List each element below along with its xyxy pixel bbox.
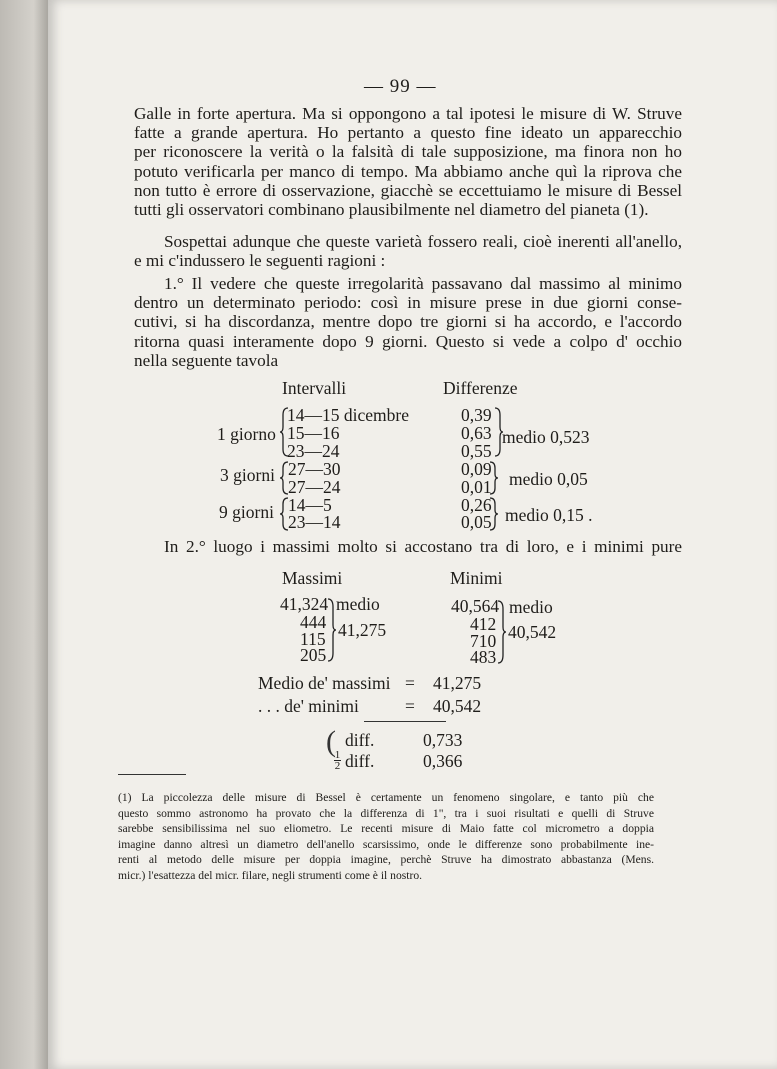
difference-value: 0,09	[461, 459, 492, 479]
header-differenze: Differenze	[443, 378, 518, 398]
interval-value: 14—15 dicembre	[287, 405, 409, 425]
footnote-line: renti al metodo delle misure per doppia imagine, perchè Struve ha dimostrato abbastanza (Mens.	[118, 853, 654, 867]
footnote-rule	[118, 774, 186, 775]
text-line: fatte a grande apertura. Ho pertanto a questo fine ideato un apparecchio	[134, 123, 682, 143]
interval-value: 15—16	[287, 423, 340, 443]
massimi-value: 115	[300, 629, 326, 649]
equals-sign: =	[405, 696, 415, 716]
paragraph-1	[134, 104, 682, 219]
interval-value: 23—24	[287, 441, 340, 461]
medio-value: medio 0,05	[509, 469, 588, 489]
difference-value: 0,01	[461, 477, 492, 497]
text-line: tutti gli osservatori combinano plausibilmente nel diametro del pianeta (1).	[134, 200, 649, 220]
right-brace	[489, 461, 499, 495]
book-gutter	[0, 0, 48, 1069]
header-intervalli: Intervalli	[282, 378, 347, 398]
half-diff-label: diff.	[345, 751, 375, 771]
minimi-value: 710	[470, 631, 497, 651]
text-line: cutivi, si ha discordanza, mentre dopo tre giorni si ha accordo, e l'accordo	[134, 312, 682, 332]
text-line: e mi c'indussero le seguenti ragioni :	[134, 251, 386, 271]
diff-label: diff.	[345, 730, 375, 750]
group-label: 1 giorno	[217, 424, 276, 444]
interval-value: 27—30	[288, 459, 341, 479]
half-fraction	[334, 750, 341, 771]
text-line: Sospettai adunque che queste varietà fossero reali, cioè inerenti all'anello,	[164, 232, 682, 251]
text-line: In 2.° luogo i massimi molto si accostano tra di loro, e i minimi pure	[164, 537, 682, 556]
footnote	[118, 790, 654, 884]
footnote-line: imagine danno altresì un diametro dell'anello scarsissimo, onde le differenze sono probabilmente ine-	[118, 837, 654, 851]
page-number: — 99 —	[364, 76, 437, 97]
minimi-value: 483	[470, 647, 497, 667]
header-minimi: Minimi	[450, 568, 503, 588]
footnote-line: sarebbe sensibilissima nel suo eliometro. Le recenti misure di Maio fatte col micrometro a doppia	[118, 822, 654, 836]
massimi-medio-value: 41,275	[338, 620, 387, 640]
difference-value: 0,63	[461, 423, 492, 443]
text-line: potuto verificarla per manco di tempo. Ma abbiamo anche quì la riprova che	[134, 161, 682, 181]
difference-value: 0,05	[461, 512, 492, 532]
footnote-line: questo sommo astronomo ha provato che la differenza di 1", tra i suoi risultati e quelli di Struve	[118, 806, 654, 820]
footnote-line: micr.) l'esattezza del micr. filare, negli strumenti come è il nostro.	[118, 868, 423, 882]
fraction-denominator: 2	[334, 760, 341, 772]
group-label: 9 giorni	[219, 502, 274, 522]
summary-value: 41,275	[433, 673, 482, 693]
sum-rule	[364, 721, 446, 722]
paragraph-4	[134, 537, 682, 556]
minimi-value: 412	[470, 614, 497, 634]
right-brace	[489, 497, 499, 531]
interval-value: 23—14	[288, 512, 341, 532]
paragraph-3	[134, 274, 682, 370]
text-line: 1.° Il vedere che queste irregolarità passavano dal massimo al minimo	[164, 274, 682, 293]
minimi-medio-label: medio	[509, 597, 553, 617]
text-line: per riconoscere la verità o la falsità di tale supposizione, ma finora non ho	[134, 142, 682, 162]
massimi-value: 41,324	[280, 594, 329, 614]
fraction-numerator: 1	[334, 749, 341, 761]
half-diff-value: 0,366	[423, 751, 463, 771]
difference-value: 0,55	[461, 441, 492, 461]
paren-mark: (	[326, 725, 336, 758]
difference-value: 0,26	[461, 495, 492, 515]
diff-value: 0,733	[423, 730, 463, 750]
medio-value: medio 0,15 .	[505, 505, 593, 525]
header-massimi: Massimi	[282, 568, 343, 588]
massimi-value: 444	[300, 612, 327, 632]
text-line: Galle in forte apertura. Ma si oppongono a tal ipotesi le misure di W. Struve	[134, 104, 682, 123]
interval-value: 27—24	[288, 477, 341, 497]
massimi-medio-label: medio	[336, 594, 380, 614]
difference-value: 0,39	[461, 405, 492, 425]
massimi-value: 205	[300, 645, 327, 665]
paragraph-2	[134, 232, 682, 270]
equals-sign: =	[405, 673, 415, 693]
right-brace	[497, 600, 507, 664]
text-line: non tutto è errore di osservazione, giacchè se eccettuiamo le misure di Bessel	[134, 180, 682, 200]
minimi-value: 40,564	[451, 596, 500, 616]
summary-value: 40,542	[433, 696, 482, 716]
minimi-medio-value: 40,542	[508, 622, 557, 642]
footnote-line: (1) La piccolezza delle misure di Bessel è certamente un fenomeno singolare, e tanto più che	[118, 791, 654, 804]
text-line: nella seguente tavola	[134, 350, 279, 370]
text-line: dentro un determinato periodo: così in misure prese in due giorni conse-	[134, 293, 682, 313]
summary-label: Medio de' massimi	[258, 673, 391, 693]
group-label: 3 giorni	[220, 465, 275, 485]
text-line: ritorna quasi interamente dopo 9 giorni. Questo si vede a colpo d' occhio	[134, 331, 682, 351]
medio-value: medio 0,523	[502, 427, 590, 447]
summary-label: . . . de' minimi	[258, 696, 359, 716]
interval-value: 14—5	[288, 495, 332, 515]
